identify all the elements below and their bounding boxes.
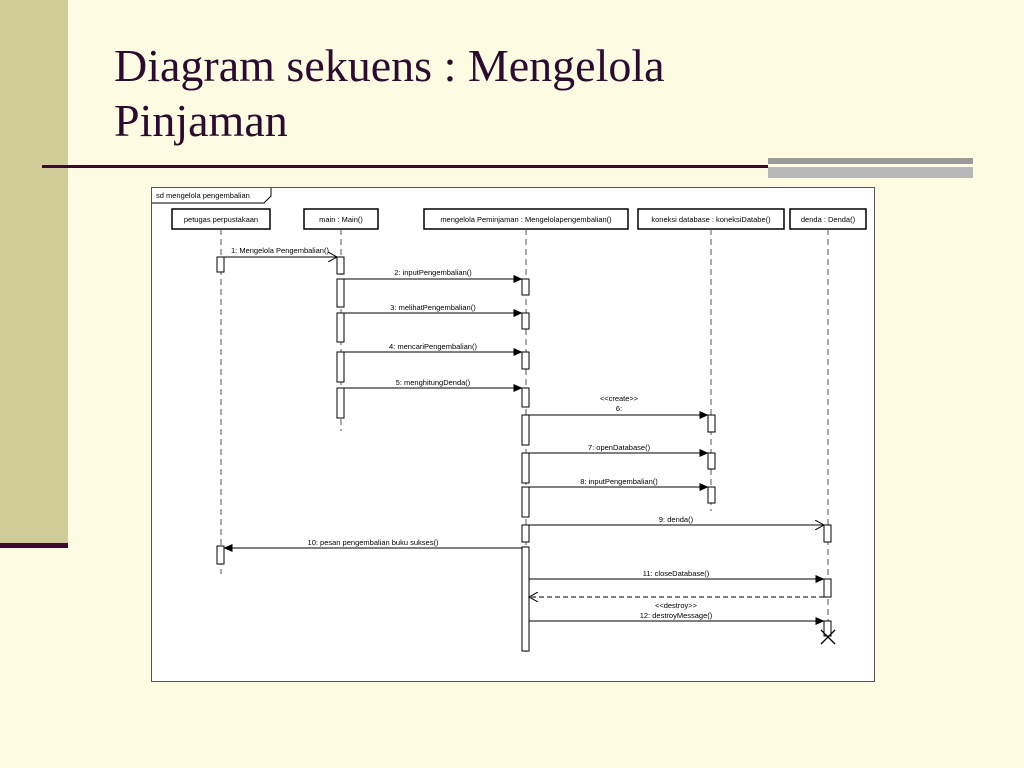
lifeline-label-petugas: petugas perpustakaan: [183, 215, 259, 224]
slide-title: [114, 38, 665, 148]
activation-main-5: [337, 388, 344, 418]
message-10-label: 10: pesan pengembalian buku sukses(): [307, 538, 439, 547]
activation-koneksi-3: [708, 487, 715, 503]
sequence-diagram-canvas: [152, 188, 876, 683]
activation-mengelola-8: [522, 525, 529, 542]
message-5: [344, 378, 522, 388]
message-6-label: 6:: [615, 404, 623, 413]
activation-petugas-2: [217, 546, 224, 564]
message-8-label: 8: inputPengembalian(): [580, 477, 658, 486]
lifeline-head-petugas: [172, 209, 270, 229]
activation-mengelola-6: [522, 453, 529, 483]
left-side-bar: [0, 0, 68, 548]
message-1: [224, 246, 337, 257]
activation-petugas-1: [217, 257, 224, 272]
message-3: [344, 303, 522, 313]
message-1-label: 1: Mengelola Pengembalian(): [231, 246, 329, 255]
activation-koneksi-2: [708, 453, 715, 469]
lifeline-head-mengelola: [424, 209, 628, 229]
slide-title-line-2: Pinjaman: [114, 95, 288, 146]
message-7: [529, 443, 708, 453]
message-8: [529, 477, 708, 487]
message-11-label: 11: closeDatabase(): [642, 569, 710, 578]
message-7-label: 7: openDatabase(): [587, 443, 651, 452]
activation-main-4: [337, 352, 344, 382]
title-accent-block: [768, 158, 973, 178]
left-side-rule: [0, 543, 68, 548]
message-6-stereotype: <<create>>: [599, 394, 639, 403]
message-4: [344, 342, 522, 352]
message-11: [529, 569, 824, 579]
activation-main-3: [337, 313, 344, 342]
message-9-label: 9: denda(): [658, 515, 694, 524]
lifeline-label-denda: denda : Denda(): [800, 215, 856, 224]
lifeline-label-koneksi: koneksi database : koneksiDatabe(): [651, 215, 771, 224]
slide-title-line-1: Diagram sekuens : Mengelola: [114, 40, 665, 91]
activation-mengelola-2: [522, 313, 529, 329]
message-10: [224, 538, 522, 548]
message-2-label: 2: inputPengembalian(): [394, 268, 472, 277]
message-12-label: 12: destroyMessage(): [639, 611, 713, 620]
activation-mengelola-4: [522, 388, 529, 407]
frame-label: sd mengelola pengembalian: [156, 191, 250, 200]
message-6: [529, 394, 708, 415]
lifeline-head-main: [304, 209, 378, 229]
sequence-diagram: [151, 187, 875, 682]
lifeline-head-denda: [790, 209, 866, 229]
message-12: [529, 601, 824, 621]
activation-mengelola-5: [522, 415, 529, 445]
message-3-label: 3: melihatPengembalian(): [390, 303, 476, 312]
lifeline-head-koneksi: [638, 209, 784, 229]
message-2: [344, 268, 522, 279]
lifeline-label-main: main : Main(): [319, 215, 363, 224]
activation-main-2: [337, 279, 344, 307]
activation-mengelola-7: [522, 487, 529, 517]
message-12-stereotype: <<destroy>>: [654, 601, 698, 610]
activation-mengelola-1: [522, 279, 529, 295]
activation-mengelola-9: [522, 547, 529, 651]
activation-mengelola-3: [522, 352, 529, 369]
activation-main-1: [337, 257, 344, 274]
activation-denda-2: [824, 579, 831, 597]
message-9: [529, 515, 824, 525]
activation-denda-1: [824, 525, 831, 542]
message-5-label: 5: menghitungDenda(): [395, 378, 471, 387]
activation-koneksi-1: [708, 415, 715, 432]
message-4-label: 4: mencariPengembalian(): [389, 342, 477, 351]
lifeline-label-mengelola: mengelola Peminjaman : Mengelolapengembalian(): [440, 215, 612, 224]
